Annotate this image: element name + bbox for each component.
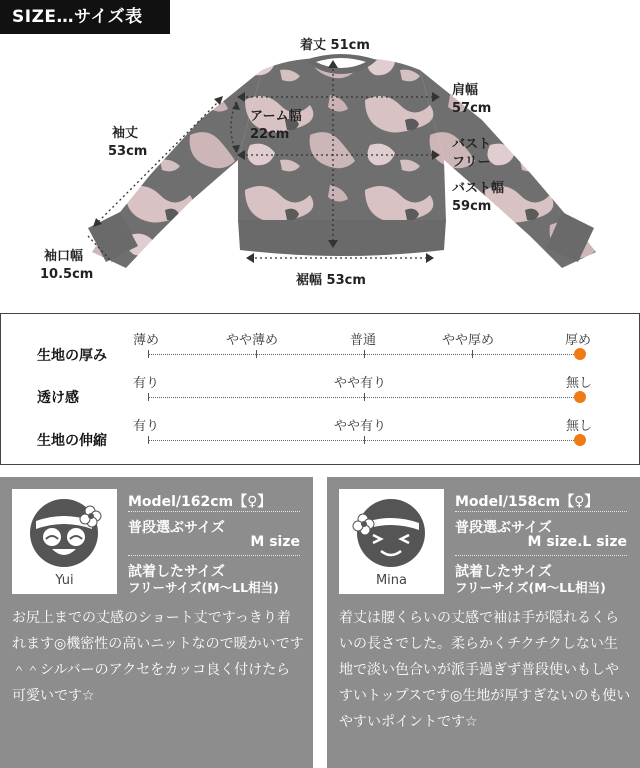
hem-rib xyxy=(238,220,446,256)
cuff-label: 袖口幅 xyxy=(44,249,84,264)
thickness-tick-1: 薄め xyxy=(133,333,160,348)
tried-size-value: フリーサイズ(M〜LL相当) xyxy=(455,580,606,595)
tried-size-label: 試着したサイズ xyxy=(128,564,225,580)
model-name: Mina xyxy=(375,573,408,588)
armhole-value: 22cm xyxy=(250,127,290,142)
thickness-indicator-dot xyxy=(574,348,586,360)
fabric-properties xyxy=(0,313,640,465)
stretch-indicator-dot xyxy=(574,434,586,446)
cuff-value: 10.5cm xyxy=(40,267,94,282)
bust-free-label: フリー xyxy=(452,155,491,170)
model-avatar xyxy=(339,489,444,594)
usual-size-label: 普段選ぶサイズ xyxy=(455,520,552,536)
bust-width-value: 59cm xyxy=(452,199,492,214)
bust-width-label: バスト幅 xyxy=(452,181,505,196)
thickness-title: 生地の厚み xyxy=(37,348,107,364)
sleeve-value: 53cm xyxy=(108,144,148,159)
sheerness-tick-2: やや有り xyxy=(334,376,387,391)
model-info: Model/162cm【♀】 xyxy=(128,494,272,510)
stretch-tick-1: 有り xyxy=(133,419,160,434)
usual-size-label: 普段選ぶサイズ xyxy=(128,520,225,536)
model-panel-mina xyxy=(327,477,640,768)
thickness-tick-2: やや薄め xyxy=(226,333,279,348)
thickness-tick-3: 普通 xyxy=(350,333,377,348)
sheerness-indicator-dot xyxy=(574,391,586,403)
stretch-title: 生地の伸縮 xyxy=(37,433,107,449)
armhole-label: アーム幅 xyxy=(250,109,302,124)
model-info: Model/158cm【♀】 xyxy=(455,494,599,510)
model-avatar xyxy=(12,489,117,594)
model-name: Yui xyxy=(55,573,74,588)
sheerness-tick-3: 無し xyxy=(566,376,593,391)
size-chart-title: SIZE…サイズ表 xyxy=(0,0,170,34)
model-comment: お尻上までの丈感のショート丈ですっきり着れます◎機密性の高いニットなので暖かいです＾＾シルバーのアクセをカッコ良く付けたら可愛いです☆ xyxy=(12,610,304,704)
stretch-tick-3: 無し xyxy=(566,419,593,434)
sleeve-label: 袖丈 xyxy=(112,126,139,141)
sheerness-tick-1: 有り xyxy=(133,376,160,391)
thickness-tick-5: 厚め xyxy=(565,333,592,348)
model-comment: 着丈は腰くらいの丈感で袖は手が隠れるくらいの長さでした。柔らかくチクチクしない生地で淡い色合いが派手過ぎず普段使いもしやすいトップスです◎生地が厚すぎないのも使いやすいポイントです☆ xyxy=(339,610,631,730)
tried-size-value: フリーサイズ(M〜LL相当) xyxy=(128,580,279,595)
hem-label: 裾幅 53cm xyxy=(296,273,366,288)
bust-label: バスト xyxy=(452,137,492,152)
model-panel-yui xyxy=(0,477,313,768)
stretch-tick-2: やや有り xyxy=(334,419,387,434)
usual-size-value: M size.L size xyxy=(527,534,627,550)
length-label: 着丈 51cm xyxy=(300,38,370,53)
usual-size-value: M size xyxy=(250,534,300,550)
shoulder-label: 肩幅 xyxy=(452,83,479,98)
thickness-tick-4: やや厚め xyxy=(442,333,495,348)
sheerness-title: 透け感 xyxy=(37,390,79,406)
shoulder-value: 57cm xyxy=(452,101,492,116)
garment-diagram xyxy=(0,0,640,305)
tried-size-label: 試着したサイズ xyxy=(455,564,552,580)
